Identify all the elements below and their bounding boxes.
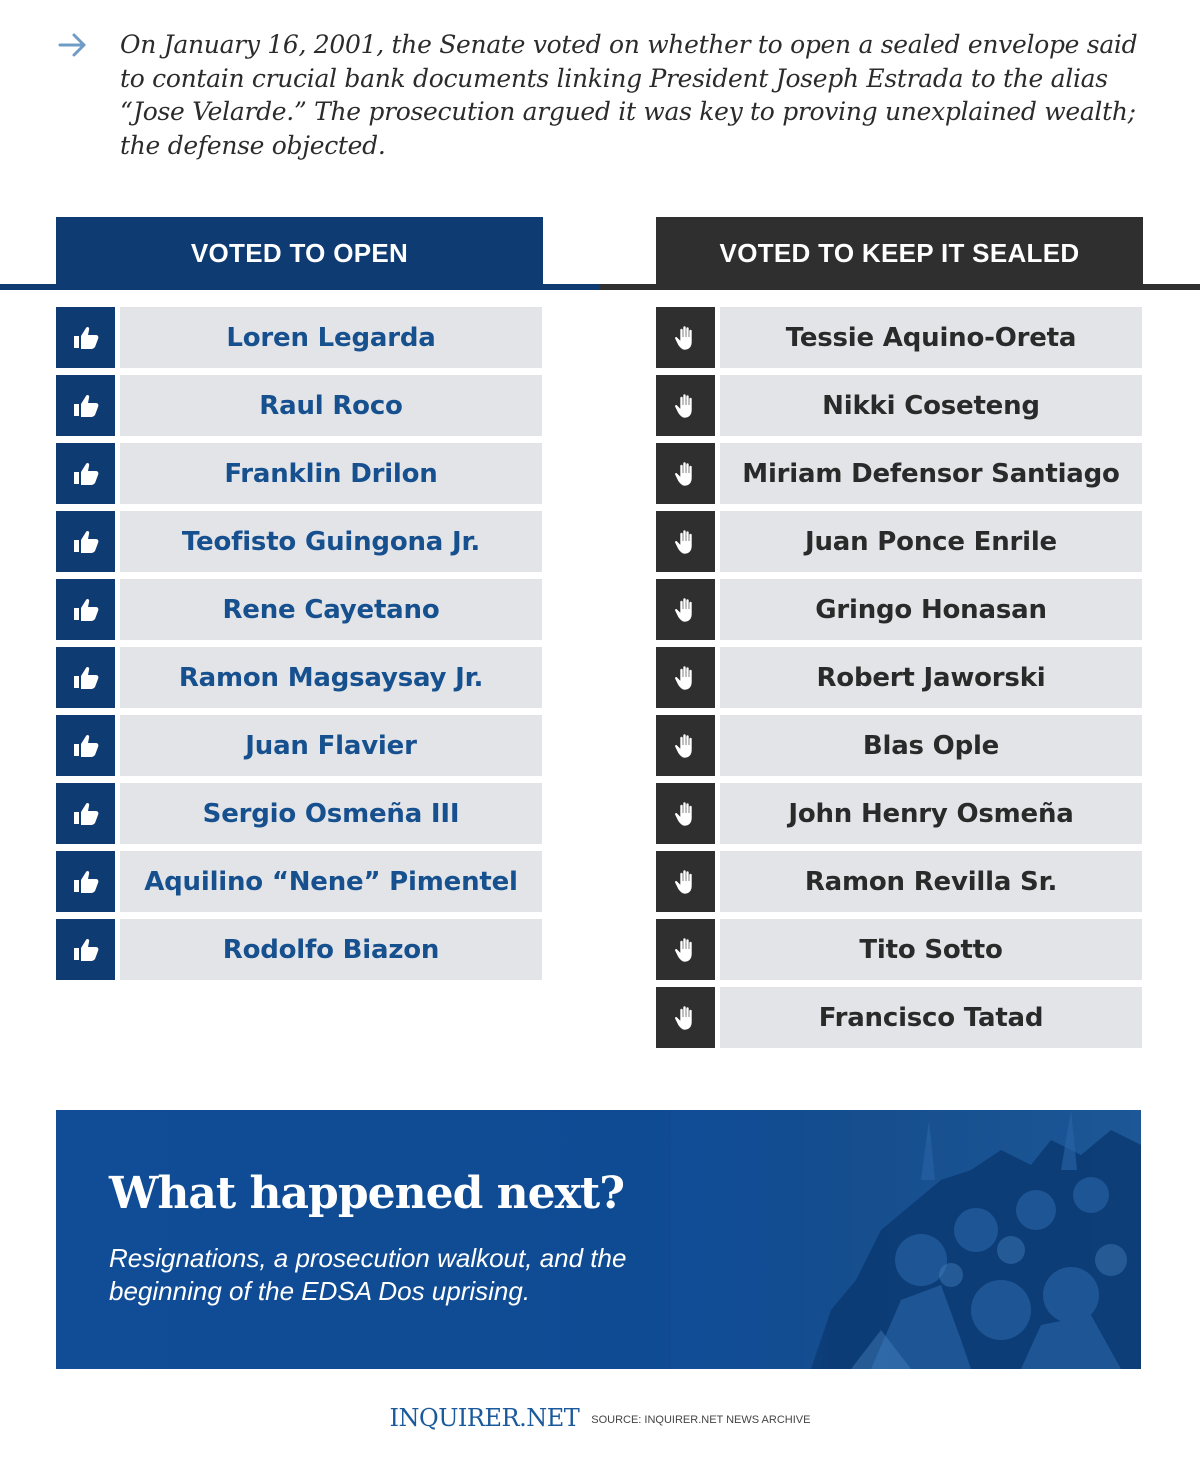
senator-name: Rene Cayetano [120, 579, 542, 640]
banner-subtitle: Resignations, a prosecution walkout, and the beginning of the EDSA Dos uprising. [109, 1243, 627, 1306]
thumbs-up-icon [56, 511, 115, 572]
banner-title: What happened next? [109, 1168, 624, 1219]
senator-name: Franklin Drilon [120, 443, 542, 504]
senator-name: John Henry Osmeña [720, 783, 1142, 844]
thumbs-up-icon [56, 647, 115, 708]
senator-name: Nikki Coseteng [720, 375, 1142, 436]
thumbs-up-icon [56, 375, 115, 436]
senator-name: Robert Jaworski [720, 647, 1142, 708]
inquirer-logo[interactable]: INQUIRER.NET [389, 1404, 580, 1432]
senator-name: Ramon Revilla Sr. [720, 851, 1142, 912]
senator-name: Gringo Honasan [720, 579, 1142, 640]
intro [58, 28, 1148, 162]
thumbs-up-icon [56, 443, 115, 504]
raised-hand-icon [656, 375, 715, 436]
senator-name: Aquilino “Nene” Pimentel [120, 851, 542, 912]
senator-row [56, 307, 542, 368]
senator-name: Rodolfo Biazon [120, 919, 542, 980]
senator-name: Juan Flavier [120, 715, 542, 776]
raised-hand-icon [656, 987, 715, 1048]
raised-hand-icon [656, 851, 715, 912]
senator-row [656, 443, 1142, 504]
raised-hand-icon [656, 443, 715, 504]
raised-hand-icon [656, 783, 715, 844]
source-note: SOURCE: INQUIRER.NET NEWS ARCHIVE [591, 1414, 811, 1426]
thumbs-up-icon [56, 307, 115, 368]
senator-name: Francisco Tatad [720, 987, 1142, 1048]
senator-row [56, 375, 542, 436]
voted-open-heading: VOTED TO OPEN [56, 217, 543, 290]
raised-hand-icon [656, 715, 715, 776]
what-happened-banner [56, 1110, 1141, 1369]
raised-hand-icon [656, 579, 715, 640]
senator-row [656, 511, 1142, 572]
voted-sealed-list [656, 307, 1142, 1055]
senator-row [56, 647, 542, 708]
senator-row [656, 715, 1142, 776]
edsa-monument-image [671, 1110, 1141, 1369]
senator-row [656, 375, 1142, 436]
thumbs-up-icon [56, 919, 115, 980]
arrow-right-icon [58, 28, 120, 162]
raised-hand-icon [656, 511, 715, 572]
senator-name: Loren Legarda [120, 307, 542, 368]
senator-name: Sergio Osmeña III [120, 783, 542, 844]
senator-name: Tessie Aquino-Oreta [720, 307, 1142, 368]
senator-row [56, 511, 542, 572]
senator-row [56, 443, 542, 504]
thumbs-up-icon [56, 783, 115, 844]
thumbs-up-icon [56, 579, 115, 640]
senator-name: Blas Ople [720, 715, 1142, 776]
senator-name: Teofisto Guingona Jr. [120, 511, 542, 572]
raised-hand-icon [656, 647, 715, 708]
raised-hand-icon [656, 307, 715, 368]
senator-name: Juan Ponce Enrile [720, 511, 1142, 572]
senator-name: Raul Roco [120, 375, 542, 436]
senator-row [656, 647, 1142, 708]
senator-row [656, 987, 1142, 1048]
senator-row [656, 851, 1142, 912]
senator-row [656, 307, 1142, 368]
senator-row [656, 919, 1142, 980]
senator-row [656, 579, 1142, 640]
raised-hand-icon [656, 919, 715, 980]
voted-sealed-heading: VOTED TO KEEP IT SEALED [656, 217, 1143, 290]
senator-row [56, 783, 542, 844]
senator-name: Ramon Magsaysay Jr. [120, 647, 542, 708]
senator-name: Tito Sotto [720, 919, 1142, 980]
thumbs-up-icon [56, 715, 115, 776]
intro-text: On January 16, 2001, the Senate voted on whether to open a sealed envelope said to contain crucial bank documents linking President Joseph Estrada to the alias “Jose Velarde.” The prosecution argued it was key to proving unexplained wealth; the defense objected. [120, 30, 1138, 160]
senator-row [656, 783, 1142, 844]
senator-row [56, 919, 542, 980]
senator-row [56, 579, 542, 640]
senator-name: Miriam Defensor Santiago [720, 443, 1142, 504]
voted-open-list [56, 307, 542, 987]
footer [0, 1404, 1200, 1432]
senator-row [56, 851, 542, 912]
senator-row [56, 715, 542, 776]
thumbs-up-icon [56, 851, 115, 912]
